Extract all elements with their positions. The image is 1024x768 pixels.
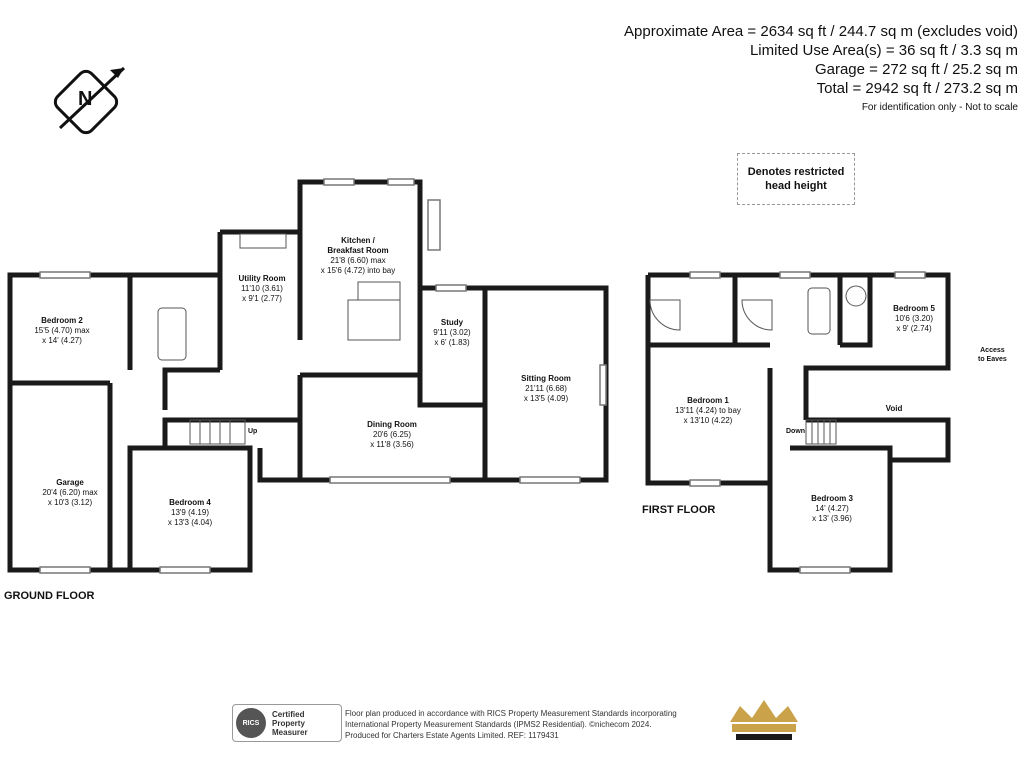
garage-area: Garage = 272 sq ft / 25.2 sq m [814, 61, 1018, 78]
room-name: Kitchen / [341, 236, 375, 245]
stair-down-label: Down [786, 428, 806, 435]
room-dim: x 13'3 (4.04) [167, 518, 213, 527]
room-name: Bedroom 2 [41, 316, 83, 325]
room-name: Study [440, 318, 464, 327]
room-bedroom-5 [893, 304, 935, 334]
badge-line-2: Property [272, 718, 305, 728]
room-dim: 11'10 (3.61) [241, 284, 283, 293]
room-dim: 9'11 (3.02) [433, 328, 471, 337]
room-dim: x 14' (4.27) [42, 336, 82, 345]
room-name: Sitting Room [521, 374, 571, 383]
approx-area: Approximate Area = 2634 sq ft / 244.7 sq m (excludes void) [624, 23, 1018, 40]
legend-line-1: Denotes restricted [747, 166, 845, 178]
room-name: Bedroom 3 [811, 494, 853, 503]
room-dim: 20'4 (6.20) max [42, 488, 98, 497]
ground-floor-label: GROUND FLOOR [4, 590, 95, 602]
rics-badge [232, 704, 342, 742]
room-void [886, 404, 903, 414]
room-dim: 13'11 (4.24) to bay [675, 406, 741, 415]
access-line-1: Access [980, 347, 1005, 354]
room-dim: x 13' (3.96) [812, 514, 852, 523]
room-garage [42, 478, 97, 508]
room-bedroom-1 [675, 396, 741, 426]
room-name: Void [885, 404, 903, 413]
compass-letter: N [78, 88, 93, 110]
badge-line-3: Measurer [272, 727, 308, 737]
room-name: Bedroom 4 [169, 498, 211, 507]
room-dim: 21'11 (6.68) [525, 384, 567, 393]
room-dim: x 15'6 (4.72) into bay [320, 266, 396, 275]
room-study [433, 318, 470, 348]
room-dim: x 13'10 (4.22) [683, 416, 733, 425]
room-name: Bedroom 5 [893, 304, 935, 313]
crown-logo-icon [730, 700, 798, 740]
room-dim: x 13'5 (4.09) [523, 394, 569, 403]
room-dim: 21'8 (6.60) max [330, 256, 386, 265]
room-dining [367, 420, 417, 450]
limited-area: Limited Use Area(s) = 36 sq ft / 3.3 sq m [749, 42, 1018, 59]
badge-line-1: Certified [272, 709, 305, 719]
room-name: Dining Room [367, 420, 417, 429]
room-dim: x 10'3 (3.12) [47, 498, 93, 507]
room-dim: x 9'1 (2.77) [242, 294, 282, 303]
footer-text [345, 708, 677, 741]
scale-note: For identification only - Not to scale [861, 102, 1018, 113]
total-area: Total = 2942 sq ft / 273.2 sq m [816, 80, 1018, 97]
room-bedroom-2 [34, 316, 89, 346]
badge-text [272, 710, 308, 737]
restricted-height-legend [737, 153, 855, 205]
room-dim: x 11'8 (3.56) [370, 440, 414, 449]
stair-up-label: Up [248, 428, 258, 435]
room-utility [238, 274, 285, 304]
room-dim: 14' (4.27) [815, 504, 849, 513]
room-name: Garage [56, 478, 84, 487]
room-name: Utility Room [238, 274, 286, 283]
access-line-2: to Eaves [978, 356, 1007, 363]
room-dim: 10'6 (3.20) [894, 314, 933, 323]
legend-line-2: head height [765, 180, 827, 192]
footer-line-1: Floor plan produced in accordance with RICS Property Measurement Standards incorporating [345, 709, 677, 718]
first-floor-label: FIRST FLOOR [642, 504, 716, 516]
footer-line-2: International Property Measurement Standards (IPMS2 Residential). ©nichecom 2024. [345, 720, 652, 729]
room-bedroom-4 [168, 498, 212, 528]
room-name: Bedroom 1 [687, 396, 729, 405]
ground-floor-walls [10, 182, 606, 570]
room-kitchen [321, 236, 395, 276]
access-eaves-label [978, 346, 1007, 364]
room-dim: x 6' (1.83) [434, 338, 470, 347]
footer-line-3: Produced for Charters Estate Agents Limited. REF: 1179431 [345, 731, 559, 740]
room-dim: x 9' (2.74) [896, 324, 932, 333]
room-bedroom-3 [811, 494, 853, 524]
room-dim: 20'6 (6.25) [373, 430, 411, 439]
room-dim: 13'9 (4.19) [171, 508, 209, 517]
area-summary [624, 22, 1018, 113]
rics-logo: RICS [236, 708, 266, 738]
room-name: Breakfast Room [327, 246, 389, 255]
room-dim: 15'5 (4.70) max [34, 326, 90, 335]
room-sitting [521, 374, 571, 404]
